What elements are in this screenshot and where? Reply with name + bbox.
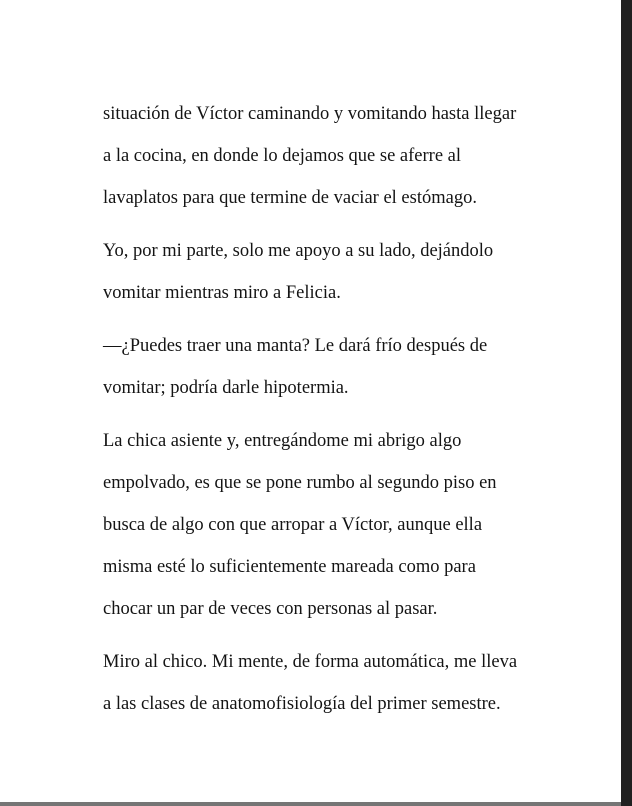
text-line: Yo, por mi parte, solo me apoyo a su lado, dejándolo xyxy=(103,241,494,261)
paragraph xyxy=(103,641,553,725)
paragraph xyxy=(103,420,553,630)
text-line: Miro al chico. Mi mente, de forma automática, me lleva xyxy=(103,652,518,672)
text-line: vomitar mientras miro a Felicia. xyxy=(103,283,341,303)
text-line: a las clases de anatomofisiología del primer semestre. xyxy=(103,694,501,714)
text-line: —¿Puedes traer una manta? Le dará frío después de xyxy=(103,336,488,356)
page-bottom-divider xyxy=(0,802,621,806)
text-line: situación de Víctor caminando y vomitando hasta llegar xyxy=(103,104,517,124)
paragraph xyxy=(103,325,553,409)
text-line: a la cocina, en donde lo dejamos que se aferre al xyxy=(103,146,462,166)
paragraph xyxy=(103,93,553,219)
text-line: La chica asiente y, entregándome mi abrigo algo xyxy=(103,431,462,451)
text-line: lavaplatos para que termine de vaciar el estómago. xyxy=(103,188,477,208)
document-text xyxy=(103,93,553,725)
text-line: chocar un par de veces con personas al pasar. xyxy=(103,599,438,619)
text-line: busca de algo con que arropar a Víctor, aunque ella xyxy=(103,515,483,535)
text-line: empolvado, es que se pone rumbo al segundo piso en xyxy=(103,473,497,493)
text-line: misma esté lo suficientemente mareada como para xyxy=(103,557,476,577)
paragraph xyxy=(103,230,553,314)
viewer-dark-edge-strip xyxy=(621,0,632,806)
text-line: vomitar; podría darle hipotermia. xyxy=(103,378,349,398)
